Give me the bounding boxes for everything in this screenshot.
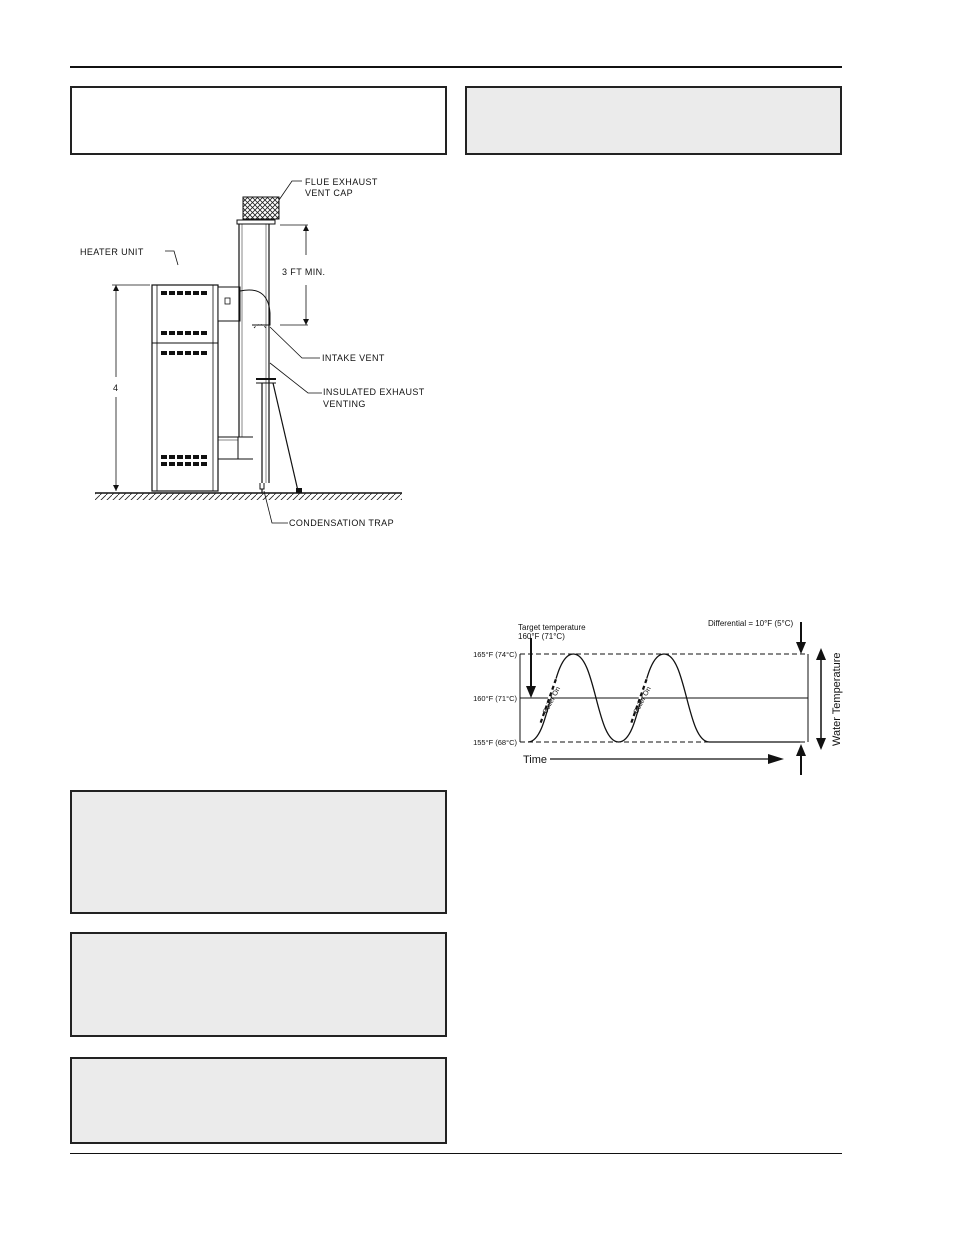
target-annotation-1: Target temperature <box>518 623 586 632</box>
target-annotation-2: 160°F (71°C) <box>518 632 565 641</box>
top-rule <box>70 66 842 68</box>
vent-cap <box>243 197 279 219</box>
y-tick-label-0: 165°F (74°C) <box>473 650 517 659</box>
boiler-on-label-1: Boiler On <box>632 685 653 715</box>
notice-box-4 <box>70 932 447 1037</box>
bottom-rule <box>70 1153 842 1154</box>
notice-box-5 <box>70 1057 447 1144</box>
venting-diagram <box>70 165 430 540</box>
condensation-trap <box>260 483 264 489</box>
insulated-exhaust-label-1: INSULATED EXHAUST <box>323 387 425 397</box>
heater-unit-label: HEATER UNIT <box>80 247 144 257</box>
boiler-on-label-0: Boiler On <box>542 685 563 715</box>
height-dim-label: 4 <box>113 383 119 393</box>
temperature-chart <box>438 612 848 780</box>
notice-box-3 <box>70 790 447 914</box>
flue-cap-label-2: VENT CAP <box>305 188 354 198</box>
ground-hatch <box>95 493 402 500</box>
y-tick-label-2: 155°F (68°C) <box>473 738 517 747</box>
min-height-label: 3 FT MIN. <box>282 267 326 277</box>
intake-vent-label: INTAKE VENT <box>322 353 385 363</box>
flue-pipe <box>238 224 270 483</box>
condensation-trap-label: CONDENSATION TRAP <box>289 518 394 528</box>
insulated-exhaust-label-2: VENTING <box>323 399 366 409</box>
y-tick-label-1: 160°F (71°C) <box>473 694 517 703</box>
x-axis-label: Time <box>523 754 548 766</box>
y-axis-label: Water Temperature <box>831 652 843 746</box>
flue-cap-label-1: FLUE EXHAUST <box>305 177 378 187</box>
notice-box-left <box>70 86 447 155</box>
notice-box-right <box>465 86 842 155</box>
heater-unit <box>152 285 218 491</box>
differential-annotation: Differential = 10°F (5°C) <box>708 619 794 628</box>
